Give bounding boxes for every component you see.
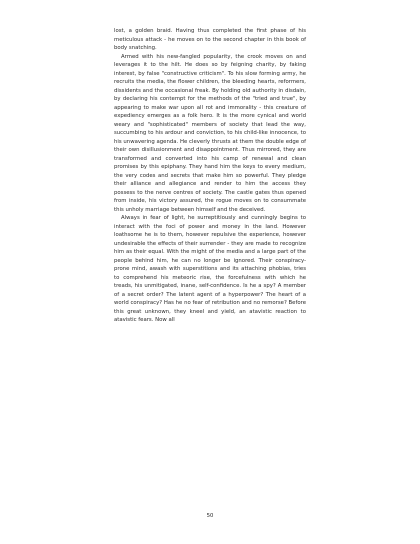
paragraph: Armed with his new-fangled popularity, the crook moves on and leverages it to the hilt. He does so by feigning charity, by faking interest, by false "constructive criticism". To his slow forming army, he recruits the media, the flower children, the bleeding hearts, reformers, dissidents and the occasional freak. By holding old authority in disdain, by declaring his contempt for the methods of the "tried and true", by appearing to make war upon all rot and immorality - this creature of expediency emerges as a folk hero. It is the more cynical and world weary and "sophisticated" members of society that lead the way, succumbing to his ardour and conviction, to his child-like innocence, to his unwavering agenda. He cleverly thrusts at them the double edge of their own disillusionment and disappointment. Thus mirrored, they are transformed and converted into his camp of renewal and clean promises by this epiphany. They hand him the keys to every medium, the very codes and secrets that make him so powerful. They pledge their alliance and allegiance and render to him the access they possess to the nerve centres of society. The castle gates thus opened from inside, his victory assured, the rogue moves on to consummate this unholy marriage between himself and the deceived.: [114, 53, 306, 213]
body-text: [114, 27, 306, 325]
page-number: 50: [206, 513, 214, 519]
paragraph-continued: lost, a golden braid. Having thus completed the first phase of his meticulous attack - he moves on to the second chapter in this book of body snatching.: [114, 28, 306, 51]
paragraph: Always in fear of light, he surreptitiously and cunningly begins to interact with the foci of power and money in the land. However loathsome he is to them, however repulsive the experience, however undesirable the effects of their surrender - they are made to recognize him as their equal. With the might of the media and a large part of the people behind him, he can no longer be ignored. Their conspiracy-prone mind, awash with superstitions and its attaching phobias, tries to comprehend his meteoric rise, the forcefulness with which he treads, his unmitigated, inane, self-confidence. Is he a spy? A member of a secret order? The latent agent of a hyperpower? The heart of a world conspiracy? Has he no fear of retribution and no remorse? Before this great unknown, they kneel and yield, an atavistic reaction to atavistic fears. Now all: [114, 215, 306, 323]
